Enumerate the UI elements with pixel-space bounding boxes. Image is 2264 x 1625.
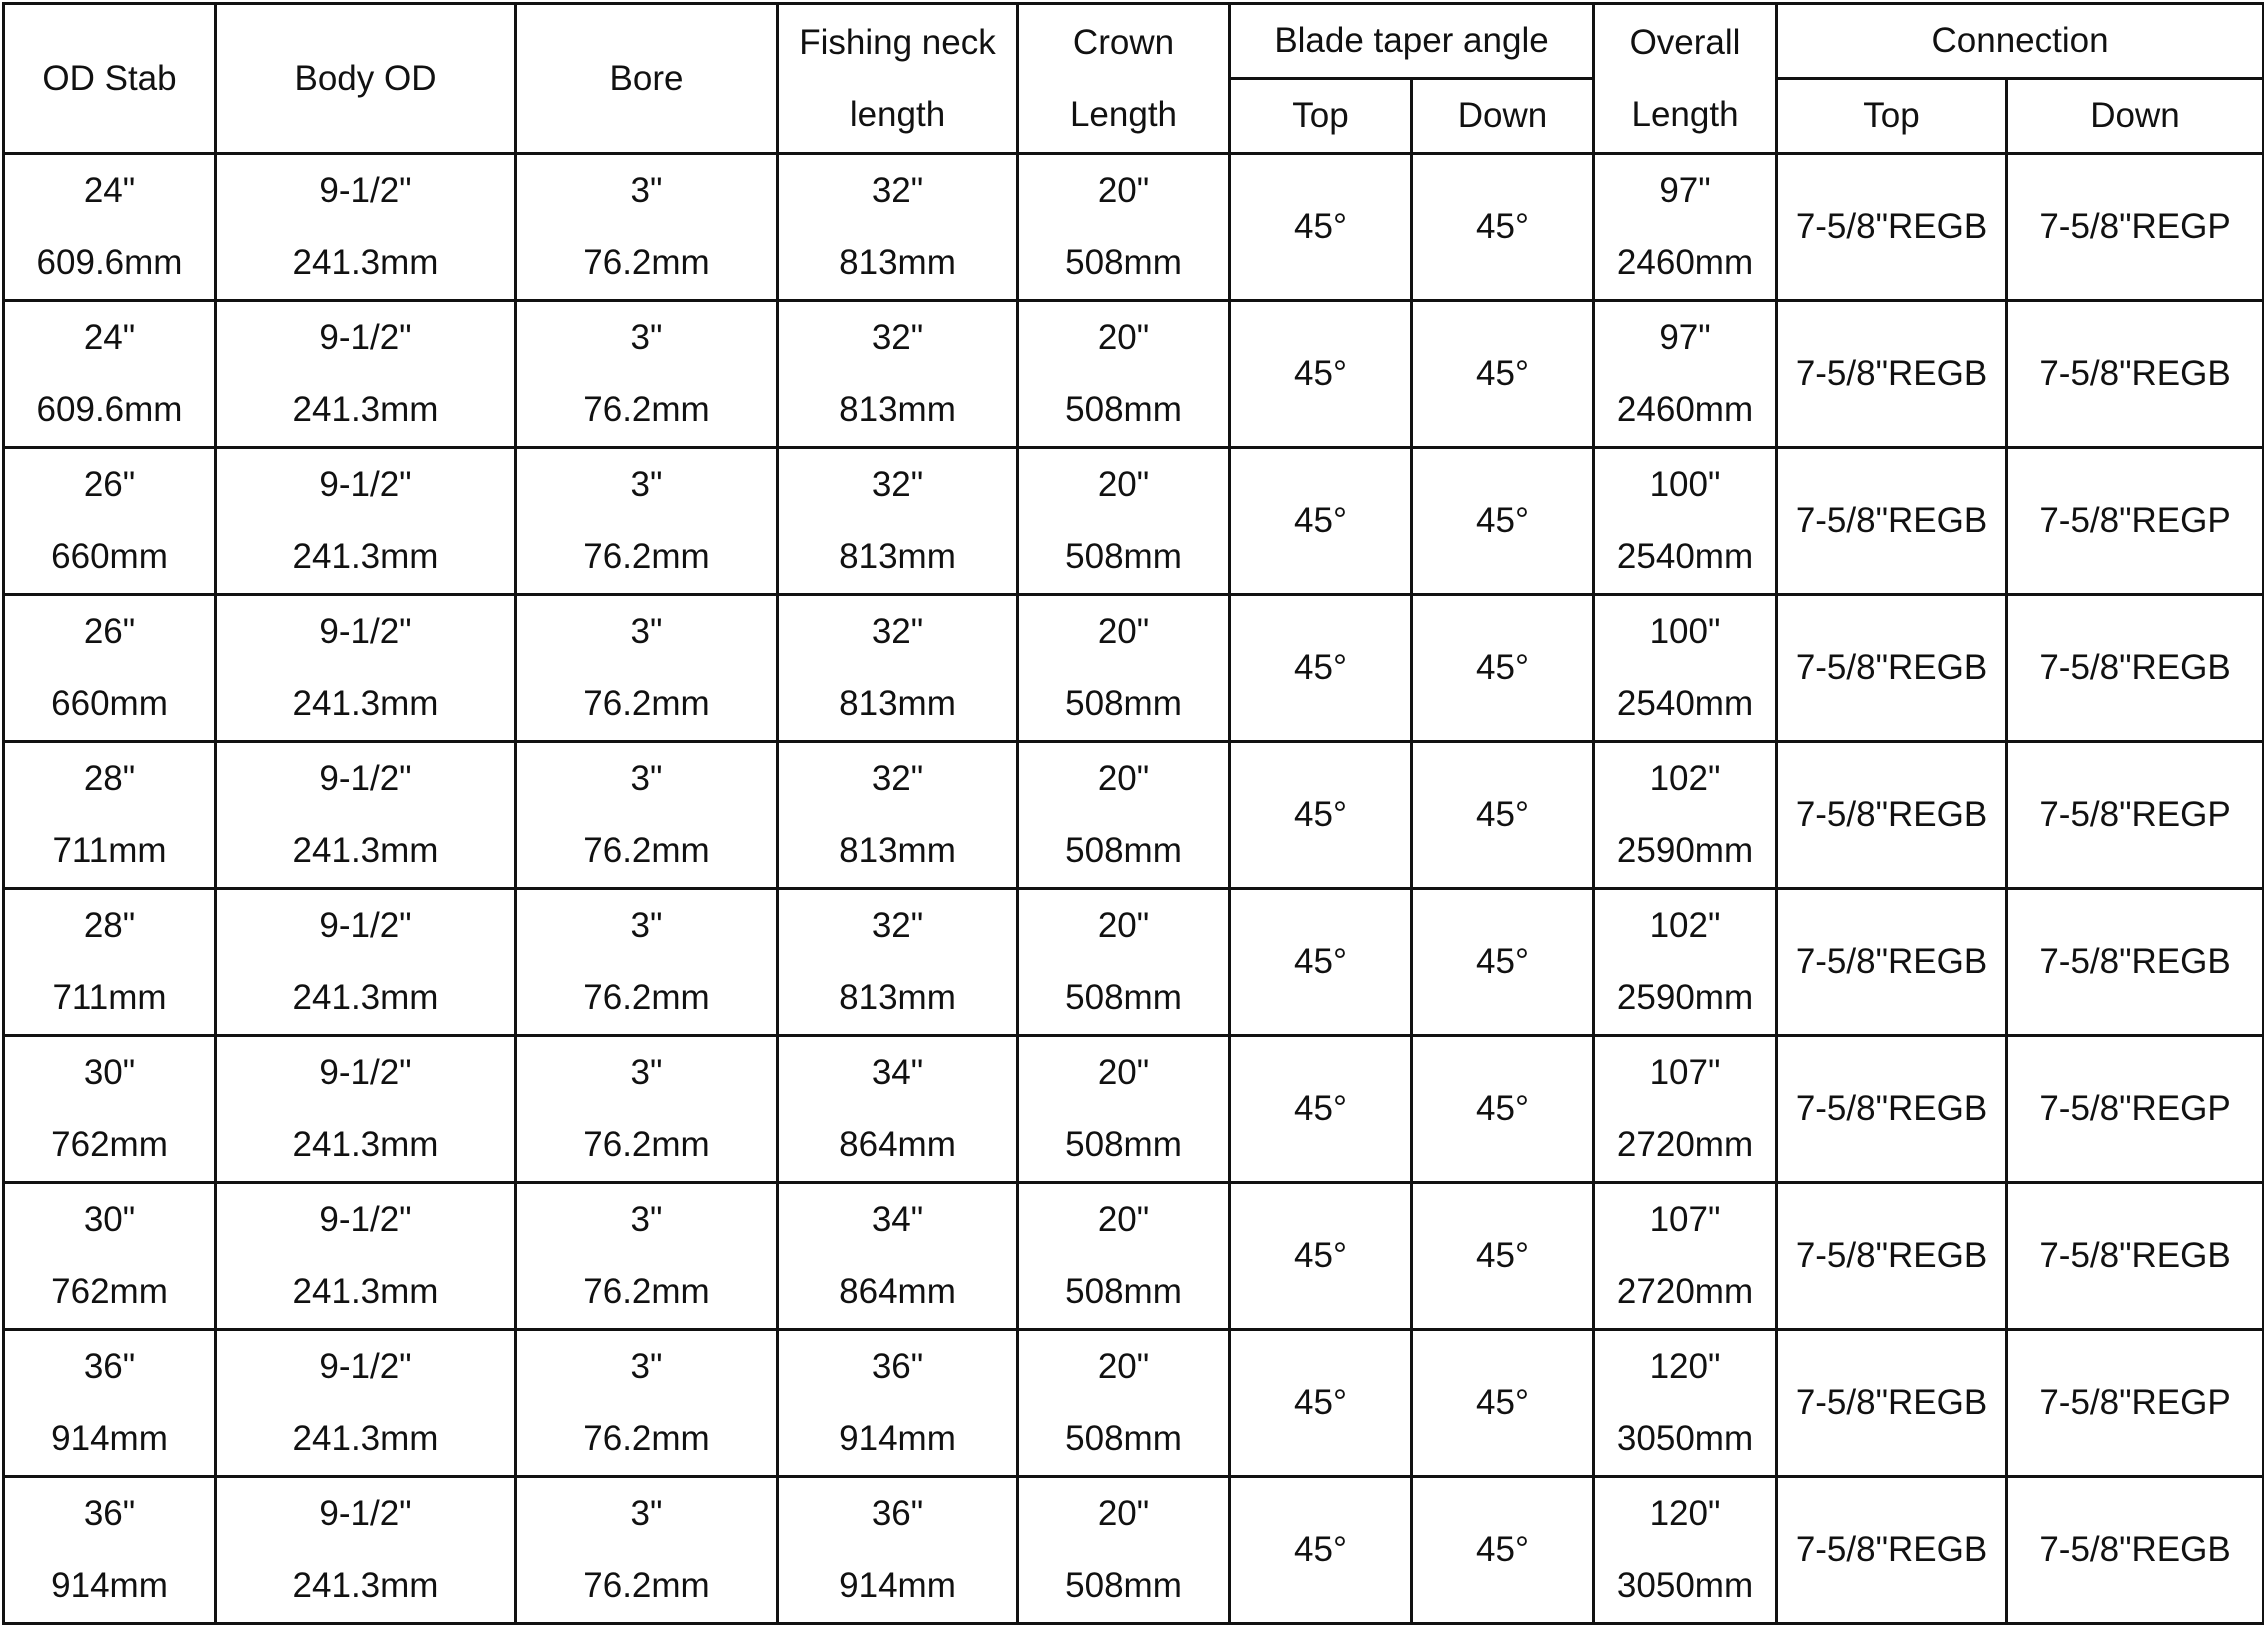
cell-body-od: [216, 448, 516, 595]
cell-fishing-neck-length-inch: 32": [871, 318, 924, 357]
cell-fishing-neck-length-inch: 32": [871, 171, 924, 210]
cell-bore-mm: 76.2mm: [583, 537, 710, 576]
cell-od-stab: [4, 1183, 216, 1330]
cell-body-od-mm: 241.3mm: [292, 537, 439, 576]
cell-body-od-inch: 9-1/2": [319, 1053, 412, 1092]
cell-crown-length: [1018, 154, 1230, 301]
cell-body-od-inch: 9-1/2": [319, 906, 412, 945]
cell-crown-length-mm: 508mm: [1065, 1566, 1182, 1605]
cell-overall-length: [1594, 742, 1777, 889]
cell-taper-down: 45°: [1412, 595, 1594, 742]
cell-taper-down: 45°: [1412, 889, 1594, 1036]
cell-bore: [516, 1183, 778, 1330]
header-overall-length: [1594, 4, 1777, 154]
cell-crown-length-mm: 508mm: [1065, 1419, 1182, 1458]
cell-fishing-neck-length: [778, 1330, 1018, 1477]
cell-fishing-neck-length-inch: 34": [871, 1053, 924, 1092]
cell-overall-length-inch: 100": [1649, 612, 1721, 651]
cell-od-stab: [4, 154, 216, 301]
cell-crown-length-inch: 20": [1097, 1200, 1150, 1239]
cell-fishing-neck-length: [778, 154, 1018, 301]
header-blade-down: Down: [1412, 79, 1594, 154]
header-blade-top: Top: [1230, 79, 1412, 154]
cell-bore-inch: 3": [630, 759, 663, 798]
cell-taper-top: 45°: [1230, 742, 1412, 889]
cell-od-stab: [4, 595, 216, 742]
cell-overall-length: [1594, 1477, 1777, 1624]
cell-body-od: [216, 301, 516, 448]
cell-body-od-inch: 9-1/2": [319, 465, 412, 504]
cell-bore-inch: 3": [630, 1347, 663, 1386]
cell-bore-mm: 76.2mm: [583, 978, 710, 1017]
cell-bore: [516, 889, 778, 1036]
cell-overall-length: [1594, 1330, 1777, 1477]
cell-od-stab-inch: 36": [83, 1494, 136, 1533]
cell-crown-length-inch: 20": [1097, 1494, 1150, 1533]
cell-bore-inch: 3": [630, 1494, 663, 1533]
header-od-stab: OD Stab: [4, 4, 216, 154]
cell-fishing-neck-length-inch: 36": [871, 1347, 924, 1386]
cell-body-od-mm: 241.3mm: [292, 1566, 439, 1605]
cell-bore: [516, 1330, 778, 1477]
cell-od-stab-mm: 609.6mm: [36, 243, 183, 282]
cell-crown-length-inch: 20": [1097, 906, 1150, 945]
cell-taper-down: 45°: [1412, 742, 1594, 889]
cell-crown-length-mm: 508mm: [1065, 243, 1182, 282]
table-header: [4, 4, 2264, 154]
cell-connection-down: 7-5/8"REGB: [2007, 1477, 2264, 1624]
cell-fishing-neck-length: [778, 301, 1018, 448]
cell-od-stab: [4, 448, 216, 595]
cell-taper-top: 45°: [1230, 1183, 1412, 1330]
cell-fishing-neck-length-mm: 813mm: [839, 390, 956, 429]
cell-od-stab-inch: 28": [83, 759, 136, 798]
cell-connection-top: 7-5/8"REGB: [1777, 448, 2007, 595]
cell-od-stab-mm: 762mm: [51, 1125, 168, 1164]
cell-fishing-neck-length-mm: 864mm: [839, 1125, 956, 1164]
cell-bore-mm: 76.2mm: [583, 243, 710, 282]
cell-overall-length: [1594, 1036, 1777, 1183]
cell-body-od-mm: 241.3mm: [292, 390, 439, 429]
cell-crown-length-inch: 20": [1097, 612, 1150, 651]
cell-connection-down: 7-5/8"REGB: [2007, 889, 2264, 1036]
cell-crown-length-mm: 508mm: [1065, 537, 1182, 576]
header-overall-line2: Length: [1631, 94, 1739, 134]
cell-body-od: [216, 1477, 516, 1624]
cell-body-od-mm: 241.3mm: [292, 831, 439, 870]
cell-body-od-mm: 241.3mm: [292, 684, 439, 723]
cell-overall-length-mm: 2460mm: [1616, 390, 1754, 429]
cell-overall-length-inch: 97": [1659, 318, 1711, 357]
cell-overall-length-inch: 102": [1649, 759, 1721, 798]
header-crown-line1: Crown: [1072, 22, 1175, 62]
cell-taper-down: 45°: [1412, 448, 1594, 595]
cell-connection-down: 7-5/8"REGB: [2007, 1183, 2264, 1330]
cell-fishing-neck-length: [778, 742, 1018, 889]
cell-od-stab-mm: 660mm: [51, 684, 168, 723]
cell-overall-length-inch: 107": [1649, 1200, 1721, 1239]
header-fishing-neck-line1: Fishing neck: [799, 22, 996, 62]
cell-overall-length-mm: 2720mm: [1616, 1272, 1754, 1311]
cell-fishing-neck-length: [778, 1183, 1018, 1330]
cell-overall-length-mm: 2720mm: [1616, 1125, 1754, 1164]
cell-fishing-neck-length-inch: 32": [871, 759, 924, 798]
header-crown-length: [1018, 4, 1230, 154]
cell-bore-inch: 3": [630, 1053, 663, 1092]
cell-taper-top: 45°: [1230, 595, 1412, 742]
cell-connection-top: 7-5/8"REGB: [1777, 889, 2007, 1036]
cell-bore-mm: 76.2mm: [583, 1419, 710, 1458]
cell-od-stab-mm: 609.6mm: [36, 390, 183, 429]
cell-connection-down: 7-5/8"REGB: [2007, 595, 2264, 742]
cell-crown-length: [1018, 301, 1230, 448]
cell-overall-length-mm: 2590mm: [1616, 831, 1754, 870]
table-row: [4, 1477, 2264, 1624]
cell-connection-top: 7-5/8"REGB: [1777, 1183, 2007, 1330]
cell-connection-top: 7-5/8"REGB: [1777, 1477, 2007, 1624]
cell-body-od-inch: 9-1/2": [319, 612, 412, 651]
cell-taper-down: 45°: [1412, 154, 1594, 301]
cell-fishing-neck-length-mm: 813mm: [839, 831, 956, 870]
cell-od-stab-inch: 28": [83, 906, 136, 945]
cell-bore: [516, 448, 778, 595]
cell-crown-length: [1018, 448, 1230, 595]
cell-taper-down: 45°: [1412, 1183, 1594, 1330]
cell-taper-top: 45°: [1230, 1036, 1412, 1183]
cell-taper-top: 45°: [1230, 889, 1412, 1036]
cell-fishing-neck-length-inch: 32": [871, 465, 924, 504]
cell-body-od-inch: 9-1/2": [319, 1494, 412, 1533]
cell-crown-length: [1018, 742, 1230, 889]
cell-overall-length-inch: 97": [1659, 171, 1711, 210]
header-row-1: [4, 4, 2264, 79]
cell-connection-top: 7-5/8"REGB: [1777, 1330, 2007, 1477]
cell-od-stab-mm: 762mm: [51, 1272, 168, 1311]
cell-crown-length-inch: 20": [1097, 465, 1150, 504]
cell-connection-top: 7-5/8"REGB: [1777, 1036, 2007, 1183]
cell-body-od-mm: 241.3mm: [292, 243, 439, 282]
cell-od-stab: [4, 1036, 216, 1183]
cell-fishing-neck-length-mm: 813mm: [839, 537, 956, 576]
cell-fishing-neck-length-inch: 34": [871, 1200, 924, 1239]
cell-crown-length-inch: 20": [1097, 318, 1150, 357]
cell-overall-length-mm: 2590mm: [1616, 978, 1754, 1017]
cell-bore: [516, 154, 778, 301]
cell-od-stab-mm: 711mm: [52, 978, 167, 1017]
cell-od-stab-inch: 30": [83, 1053, 136, 1092]
cell-overall-length: [1594, 301, 1777, 448]
cell-crown-length-inch: 20": [1097, 1053, 1150, 1092]
cell-connection-down: 7-5/8"REGP: [2007, 1036, 2264, 1183]
cell-crown-length: [1018, 1183, 1230, 1330]
cell-crown-length: [1018, 889, 1230, 1036]
cell-overall-length-inch: 120": [1649, 1347, 1721, 1386]
cell-connection-top: 7-5/8"REGB: [1777, 154, 2007, 301]
cell-overall-length-mm: 2540mm: [1616, 537, 1754, 576]
cell-od-stab-inch: 24": [83, 318, 136, 357]
header-fishing-neck-line2: length: [849, 94, 946, 134]
table-row: [4, 889, 2264, 1036]
cell-overall-length: [1594, 889, 1777, 1036]
cell-bore: [516, 595, 778, 742]
cell-taper-top: 45°: [1230, 1330, 1412, 1477]
table-row: [4, 1183, 2264, 1330]
cell-crown-length: [1018, 1330, 1230, 1477]
cell-body-od-inch: 9-1/2": [319, 759, 412, 798]
header-body-od: Body OD: [216, 4, 516, 154]
cell-bore: [516, 1477, 778, 1624]
cell-od-stab-mm: 914mm: [51, 1419, 168, 1458]
cell-fishing-neck-length-inch: 32": [871, 612, 924, 651]
cell-body-od-mm: 241.3mm: [292, 1272, 439, 1311]
cell-crown-length: [1018, 595, 1230, 742]
cell-fishing-neck-length-mm: 864mm: [839, 1272, 956, 1311]
cell-bore-inch: 3": [630, 612, 663, 651]
cell-bore-inch: 3": [630, 906, 663, 945]
cell-taper-down: 45°: [1412, 1330, 1594, 1477]
cell-bore-mm: 76.2mm: [583, 1125, 710, 1164]
cell-bore-mm: 76.2mm: [583, 684, 710, 723]
cell-taper-down: 45°: [1412, 301, 1594, 448]
cell-taper-down: 45°: [1412, 1036, 1594, 1183]
cell-od-stab: [4, 889, 216, 1036]
cell-overall-length: [1594, 154, 1777, 301]
cell-bore: [516, 301, 778, 448]
cell-od-stab-inch: 26": [83, 612, 136, 651]
cell-bore-inch: 3": [630, 318, 663, 357]
cell-fishing-neck-length-mm: 813mm: [839, 978, 956, 1017]
cell-crown-length: [1018, 1477, 1230, 1624]
cell-od-stab: [4, 1330, 216, 1477]
cell-body-od-mm: 241.3mm: [292, 978, 439, 1017]
cell-body-od: [216, 154, 516, 301]
cell-od-stab-inch: 24": [83, 171, 136, 210]
cell-connection-top: 7-5/8"REGB: [1777, 301, 2007, 448]
cell-od-stab-mm: 914mm: [51, 1566, 168, 1605]
cell-body-od-inch: 9-1/2": [319, 1200, 412, 1239]
cell-fishing-neck-length-mm: 813mm: [839, 684, 956, 723]
cell-crown-length-inch: 20": [1097, 1347, 1150, 1386]
header-overall-line1: Overall: [1629, 22, 1741, 62]
cell-fishing-neck-length-mm: 813mm: [839, 243, 956, 282]
cell-crown-length-inch: 20": [1097, 171, 1150, 210]
table-row: [4, 1330, 2264, 1477]
cell-connection-down: 7-5/8"REGP: [2007, 154, 2264, 301]
cell-connection-down: 7-5/8"REGP: [2007, 448, 2264, 595]
table-row: [4, 154, 2264, 301]
cell-fishing-neck-length-mm: 914mm: [839, 1566, 956, 1605]
table-row: [4, 595, 2264, 742]
cell-crown-length-mm: 508mm: [1065, 684, 1182, 723]
cell-overall-length: [1594, 595, 1777, 742]
cell-body-od-inch: 9-1/2": [319, 171, 412, 210]
cell-od-stab: [4, 742, 216, 889]
stabilizer-spec-table: [2, 2, 2264, 1625]
header-connection-top: Top: [1777, 79, 2007, 154]
cell-body-od: [216, 595, 516, 742]
table-row: [4, 448, 2264, 595]
cell-bore-inch: 3": [630, 465, 663, 504]
cell-bore-mm: 76.2mm: [583, 831, 710, 870]
cell-overall-length: [1594, 1183, 1777, 1330]
header-bore: Bore: [516, 4, 778, 154]
cell-taper-top: 45°: [1230, 448, 1412, 595]
cell-bore-inch: 3": [630, 1200, 663, 1239]
cell-overall-length: [1594, 448, 1777, 595]
cell-connection-down: 7-5/8"REGP: [2007, 1330, 2264, 1477]
cell-crown-length: [1018, 1036, 1230, 1183]
cell-taper-top: 45°: [1230, 154, 1412, 301]
cell-bore: [516, 1036, 778, 1183]
table-row: [4, 301, 2264, 448]
header-blade-taper-angle: Blade taper angle: [1230, 4, 1594, 79]
cell-od-stab-inch: 30": [83, 1200, 136, 1239]
header-fishing-neck-length: [778, 4, 1018, 154]
cell-bore-mm: 76.2mm: [583, 390, 710, 429]
cell-taper-top: 45°: [1230, 301, 1412, 448]
cell-connection-down: 7-5/8"REGP: [2007, 742, 2264, 889]
cell-overall-length-mm: 3050mm: [1616, 1419, 1754, 1458]
cell-body-od-inch: 9-1/2": [319, 318, 412, 357]
cell-body-od-mm: 241.3mm: [292, 1419, 439, 1458]
cell-connection-top: 7-5/8"REGB: [1777, 595, 2007, 742]
cell-body-od: [216, 742, 516, 889]
cell-overall-length-mm: 3050mm: [1616, 1566, 1754, 1605]
cell-body-od-mm: 241.3mm: [292, 1125, 439, 1164]
cell-fishing-neck-length-mm: 914mm: [839, 1419, 956, 1458]
header-connection-down: Down: [2007, 79, 2264, 154]
header-connection: Connection: [1777, 4, 2264, 79]
cell-od-stab-inch: 36": [83, 1347, 136, 1386]
cell-overall-length-inch: 100": [1649, 465, 1721, 504]
cell-overall-length-mm: 2540mm: [1616, 684, 1754, 723]
cell-bore-inch: 3": [630, 171, 663, 210]
cell-fishing-neck-length: [778, 1477, 1018, 1624]
cell-overall-length-mm: 2460mm: [1616, 243, 1754, 282]
cell-od-stab: [4, 1477, 216, 1624]
cell-fishing-neck-length-inch: 36": [871, 1494, 924, 1533]
cell-body-od-inch: 9-1/2": [319, 1347, 412, 1386]
cell-bore-mm: 76.2mm: [583, 1272, 710, 1311]
cell-body-od: [216, 889, 516, 1036]
cell-body-od: [216, 1036, 516, 1183]
cell-taper-down: 45°: [1412, 1477, 1594, 1624]
cell-crown-length-mm: 508mm: [1065, 831, 1182, 870]
cell-crown-length-mm: 508mm: [1065, 1272, 1182, 1311]
cell-fishing-neck-length: [778, 889, 1018, 1036]
cell-overall-length-inch: 120": [1649, 1494, 1721, 1533]
cell-taper-top: 45°: [1230, 1477, 1412, 1624]
cell-fishing-neck-length: [778, 595, 1018, 742]
cell-fishing-neck-length-inch: 32": [871, 906, 924, 945]
cell-od-stab: [4, 301, 216, 448]
cell-crown-length-mm: 508mm: [1065, 978, 1182, 1017]
table-row: [4, 742, 2264, 889]
cell-connection-down: 7-5/8"REGB: [2007, 301, 2264, 448]
cell-od-stab-inch: 26": [83, 465, 136, 504]
cell-connection-top: 7-5/8"REGB: [1777, 742, 2007, 889]
header-crown-line2: Length: [1069, 94, 1178, 134]
cell-fishing-neck-length: [778, 448, 1018, 595]
cell-bore-mm: 76.2mm: [583, 1566, 710, 1605]
cell-overall-length-inch: 102": [1649, 906, 1721, 945]
table-body: [4, 154, 2264, 1624]
cell-body-od: [216, 1183, 516, 1330]
cell-crown-length-inch: 20": [1097, 759, 1150, 798]
cell-body-od: [216, 1330, 516, 1477]
cell-crown-length-mm: 508mm: [1065, 1125, 1182, 1164]
cell-overall-length-inch: 107": [1649, 1053, 1721, 1092]
cell-od-stab-mm: 711mm: [52, 831, 167, 870]
cell-bore: [516, 742, 778, 889]
cell-crown-length-mm: 508mm: [1065, 390, 1182, 429]
table-row: [4, 1036, 2264, 1183]
cell-od-stab-mm: 660mm: [51, 537, 168, 576]
cell-fishing-neck-length: [778, 1036, 1018, 1183]
